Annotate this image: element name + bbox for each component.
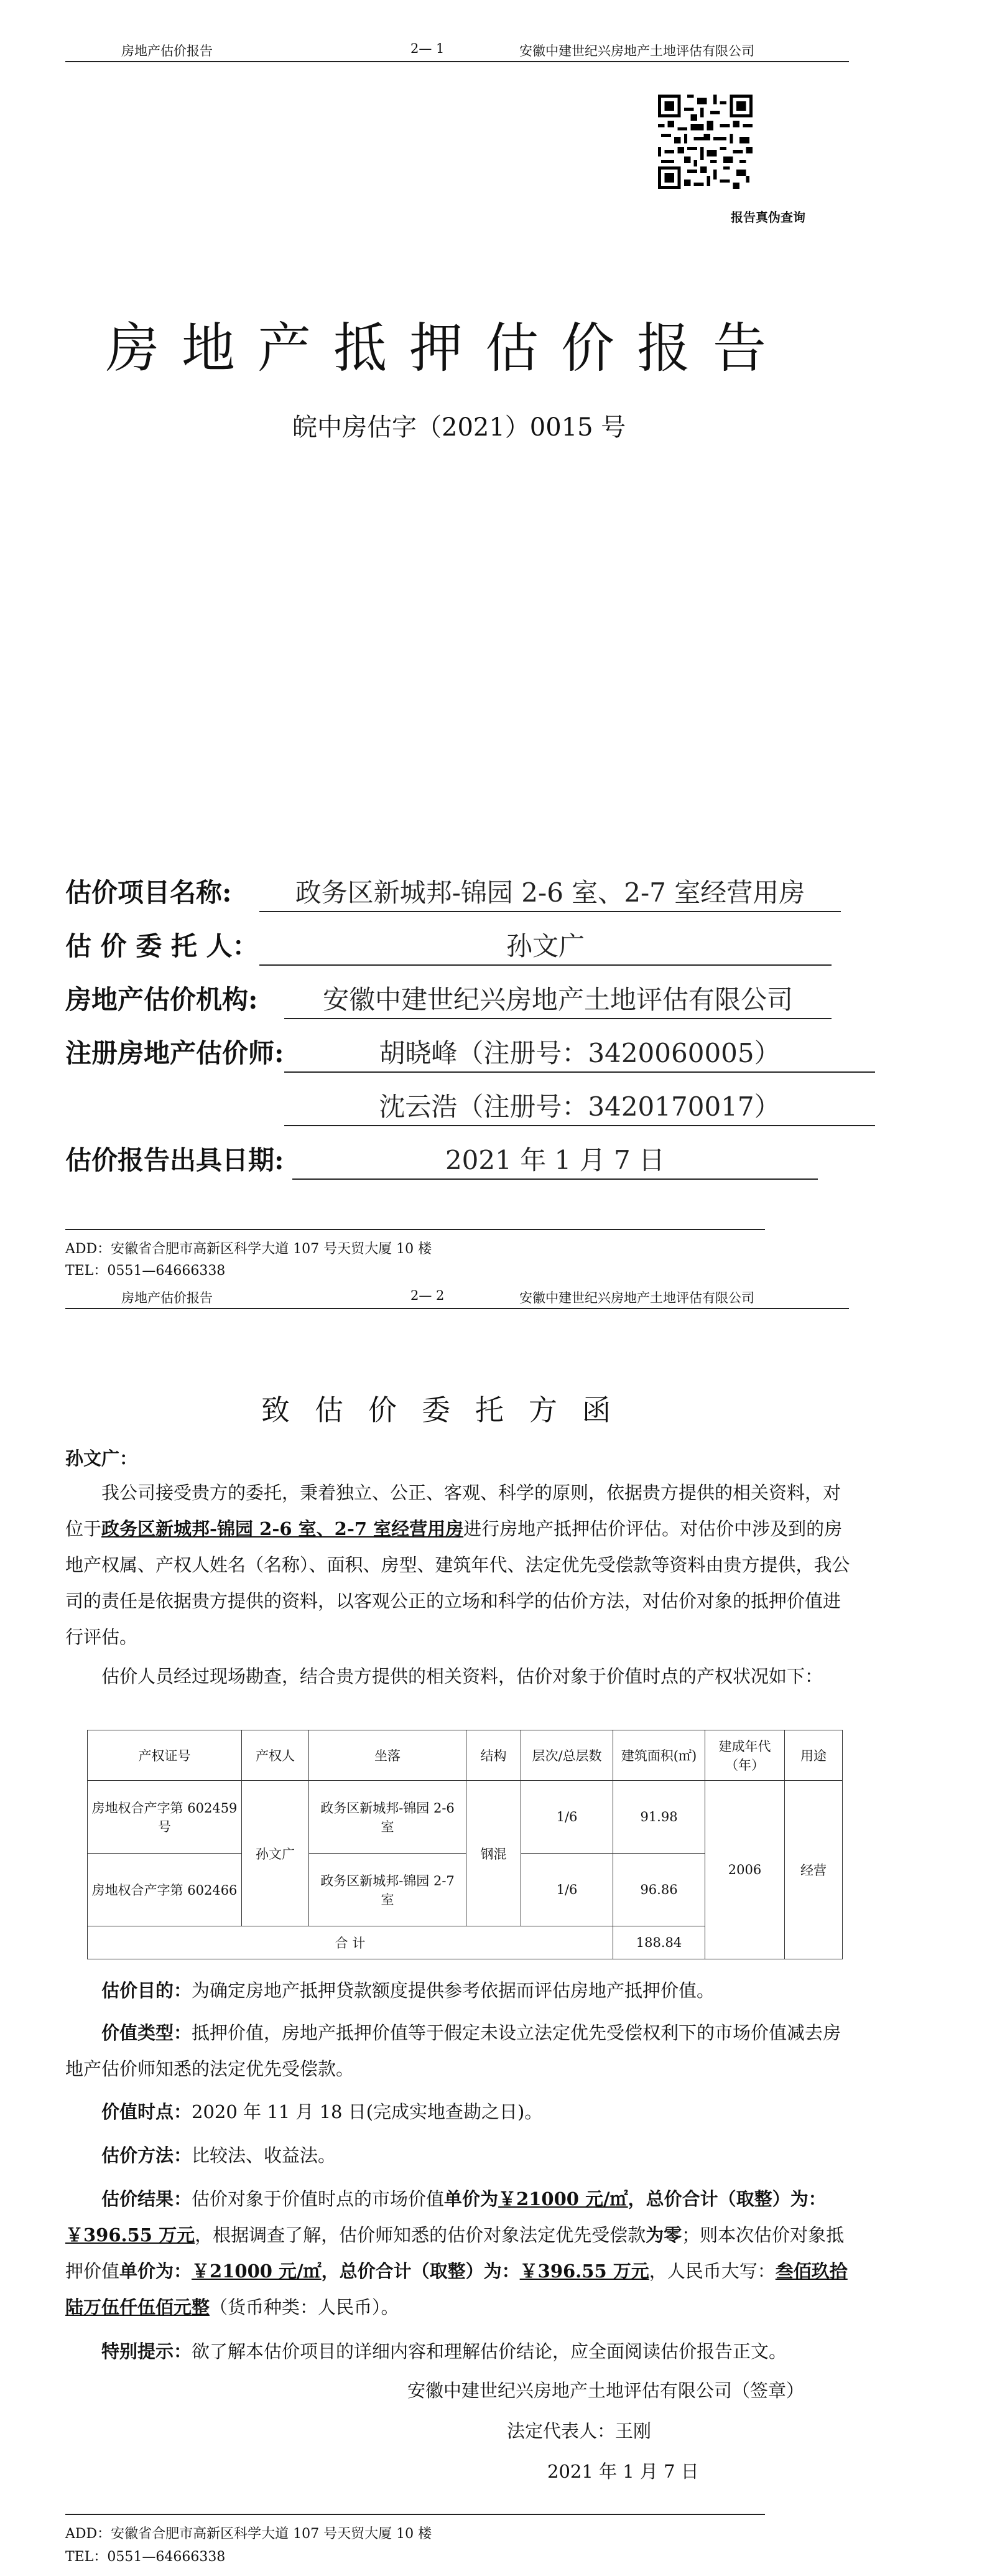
cell-structure: 钢混 <box>466 1781 521 1926</box>
info-value: 孙文广 <box>259 926 832 966</box>
letter-date: 2021 年 1 月 7 日 <box>547 2461 699 2482</box>
paragraph-purpose <box>65 1972 855 2009</box>
footer-tel: TEL：0551—64666338 <box>65 2549 226 2565</box>
qr-caption: 报告真伪查询 <box>731 210 805 225</box>
header-left: 房地产估价报告 <box>121 1290 213 1305</box>
text: ，人民币大写： <box>649 2261 776 2282</box>
cell-cert: 房地权合产字第 602466 <box>88 1854 242 1926</box>
info-label: 估 价 委 托 人： <box>65 931 259 961</box>
property-table <box>87 1730 843 1959</box>
text: ，总价合计（取整）为： <box>321 2261 520 2282</box>
th-floor: 层次/总层数 <box>521 1730 613 1781</box>
th-use: 用途 <box>785 1730 843 1781</box>
footer-divider <box>65 2514 765 2515</box>
th-year: 建成年代（年） <box>705 1730 785 1781</box>
text: 进行房地产抵押估价评估。对估价中涉及到的房地产权属、产权人姓名（名称）、面积、房型、建筑年代、法定优先受偿款等资料由贵方提供，我公司的责任是依据贵方提供的资料，以客观公正的立场和科学的估价方法，对估价对象的抵押价值进行评估。 <box>65 1518 850 1648</box>
cell-total-label: 合 计 <box>88 1926 613 1959</box>
company-signature: 安徽中建世纪兴房地产土地评估有限公司（签章） <box>407 2380 805 2401</box>
info-label: 房地产估价机构: <box>65 984 258 1015</box>
priority-amount: 为零 <box>646 2224 682 2246</box>
info-value: 政务区新城邦-锦园 2-6 室、2-7 室经营用房 <box>259 872 841 912</box>
mortgage-total-price: ￥396.55 万元 <box>519 2261 649 2282</box>
header-right: 安徽中建世纪兴房地产土地评估有限公司 <box>519 44 754 58</box>
paragraph-intro <box>65 1475 855 1655</box>
info-value: 沈云浩（注册号：3420170017） <box>284 1086 875 1126</box>
label: 估价方法： <box>101 2145 192 2166</box>
report-title: 房地产抵押估价报告 <box>106 317 789 380</box>
text: 2020 年 11 月 18 日(完成实地查勘之日)。 <box>192 2101 543 2122</box>
text: 单价为： <box>119 2261 192 2282</box>
legal-representative: 法定代表人：王刚 <box>507 2420 652 2442</box>
th-cert: 产权证号 <box>88 1730 242 1781</box>
table-row <box>88 1781 843 1854</box>
info-label: 估价报告出具日期: <box>65 1145 284 1175</box>
footer-address: ADD：安徽省合肥市高新区科学大道 107 号天贸大厦 10 楼 <box>65 2526 432 2542</box>
text: 比较法、收益法。 <box>192 2145 336 2166</box>
text: 我公司接受贵方的委托，秉着独立、公正、客观、科学的原则，依据贵方提供的相关资料，对位于 <box>65 1482 841 1539</box>
label: 价值类型： <box>101 2022 192 2043</box>
letter-title: 致估价委托方函 <box>261 1393 636 1427</box>
th-structure: 结构 <box>466 1730 521 1781</box>
header-right: 安徽中建世纪兴房地产土地评估有限公司 <box>519 1290 754 1305</box>
paragraph-type <box>65 2015 855 2087</box>
salutation: 孙文广： <box>65 1448 138 1469</box>
label: 估价结果： <box>101 2188 192 2210</box>
header-page-number: 2— 2 <box>410 1288 445 1303</box>
th-location: 坐落 <box>309 1730 466 1781</box>
info-value: 2021 年 1 月 7 日 <box>292 1140 818 1180</box>
document-number: 皖中房估字（2021）0015 号 <box>292 413 626 442</box>
cell-use: 经营 <box>785 1781 843 1959</box>
page-header <box>65 1283 849 1309</box>
text: 抵押价值，房地产抵押价值等于假定未设立法定优先受偿权利下的市场价值减去房地产估价师知悉的法定优先受偿款。 <box>65 2022 841 2079</box>
label: 估价目的： <box>101 1980 192 2001</box>
paragraph-notice <box>65 2333 855 2369</box>
text: ，根据调查了解，估价师知悉的估价对象法定优先受偿款 <box>195 2224 646 2246</box>
amount-in-words: 叁佰玖拾陆万伍仟伍佰元整 <box>65 2261 848 2318</box>
cell-area: 96.86 <box>613 1854 705 1926</box>
paragraph-time <box>65 2094 855 2130</box>
info-value: 胡晓峰（注册号：3420060005） <box>284 1033 875 1073</box>
th-owner: 产权人 <box>242 1730 309 1781</box>
footer-address: ADD：安徽省合肥市高新区科学大道 107 号天贸大厦 10 楼 <box>65 1241 432 1257</box>
text: 欲了解本估价项目的详细内容和理解估价结论，应全面阅读估价报告正文。 <box>192 2341 787 2362</box>
text: 单价为 <box>444 2188 499 2210</box>
cell-owner: 孙文广 <box>242 1781 309 1926</box>
info-label: 注册房地产估价师: <box>65 1038 284 1068</box>
info-value: 安徽中建世纪兴房地产土地评估有限公司 <box>284 979 832 1019</box>
text: ；则本次估价对象抵押价值 <box>65 2224 845 2282</box>
header-left: 房地产估价报告 <box>121 44 213 58</box>
paragraph-method <box>65 2137 855 2173</box>
cell-location: 政务区新城邦-锦园 2-7 室 <box>309 1854 466 1926</box>
text: ，总价合计（取整）为： <box>628 2188 827 2210</box>
cell-total-area: 188.84 <box>613 1926 705 1959</box>
cell-floor: 1/6 <box>521 1854 613 1926</box>
object-name: 政务区新城邦-锦园 2-6 室、2-7 室经营用房 <box>101 1518 464 1539</box>
text: 为确定房地产抵押贷款额度提供参考依据而评估房地产抵押价值。 <box>192 1980 715 2001</box>
table-header-row <box>88 1730 843 1781</box>
cell-location: 政务区新城邦-锦园 2-6 室 <box>309 1781 466 1854</box>
info-label: 估价项目名称: <box>65 877 232 908</box>
th-area: 建筑面积(㎡) <box>613 1730 705 1781</box>
label: 价值时点： <box>101 2101 192 2122</box>
mortgage-unit-price: ￥21000 元/㎡ <box>192 2261 322 2282</box>
footer-tel: TEL：0551—64666338 <box>65 1263 226 1279</box>
header-page-number: 2— 1 <box>410 41 445 56</box>
cell-floor: 1/6 <box>521 1781 613 1854</box>
cell-cert: 房地权合产字第 602459 号 <box>88 1781 242 1854</box>
paragraph-result <box>65 2181 855 2325</box>
text: （货币种类：人民币）。 <box>210 2297 399 2318</box>
cell-year: 2006 <box>705 1781 785 1959</box>
unit-price: ￥21000 元/㎡ <box>498 2188 628 2210</box>
total-price: ￥396.55 万元 <box>65 2224 195 2246</box>
label: 特别提示： <box>101 2341 192 2362</box>
text: 估价对象于价值时点的市场价值 <box>192 2188 445 2210</box>
paragraph-survey: 估价人员经过现场勘查，结合贵方提供的相关资料，估价对象于价值时点的产权状况如下： <box>101 1666 823 1687</box>
cell-area: 91.98 <box>613 1781 705 1854</box>
